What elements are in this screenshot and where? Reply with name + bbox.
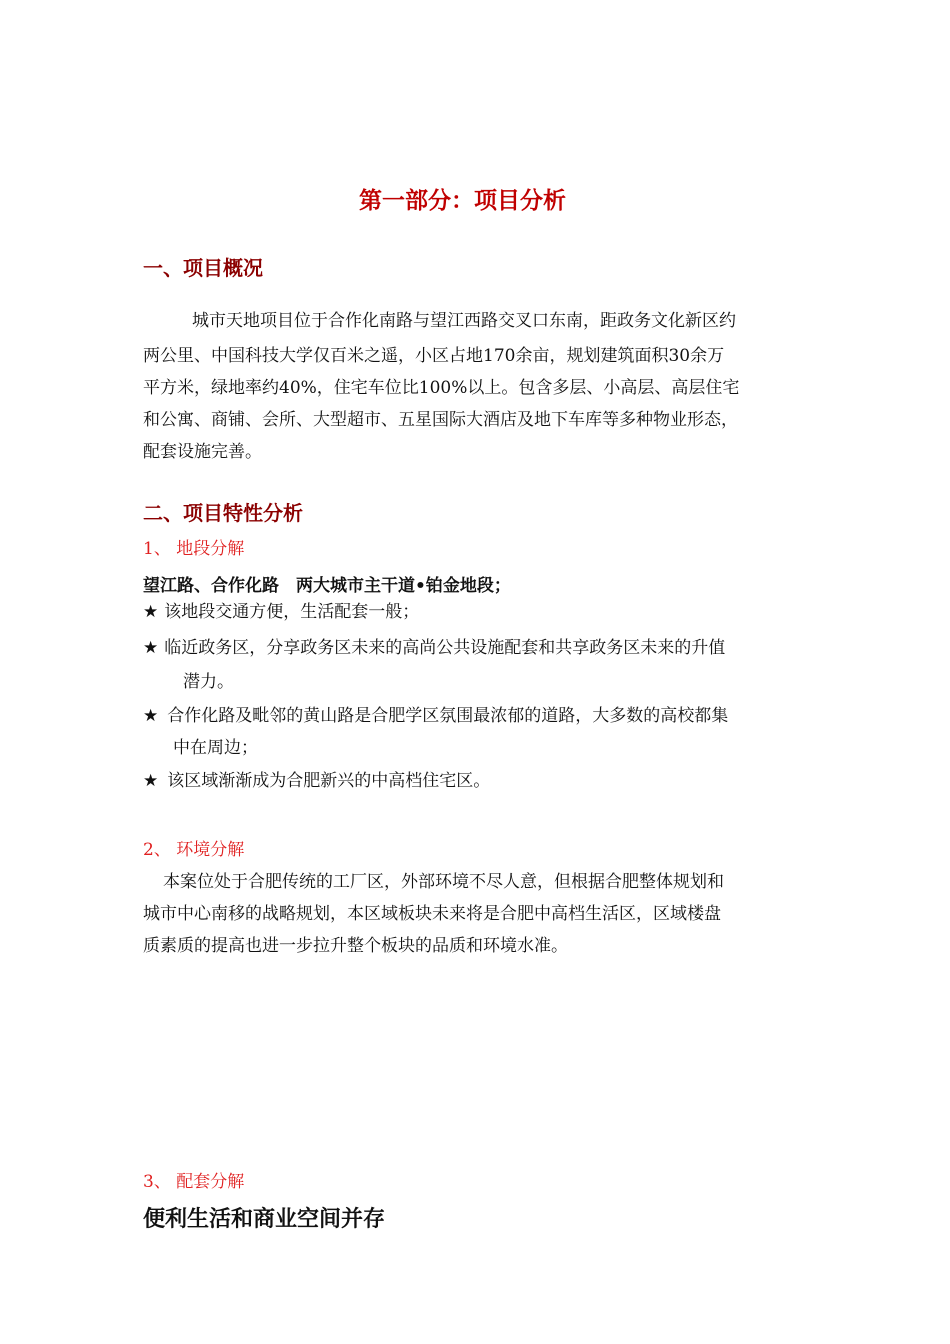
location-tagline: 望江路、合作化路 两大城市主干道•铂金地段； xyxy=(143,576,511,596)
paragraph-line: 质素质的提高也进一步拉升整个板块的品质和环境水准。 xyxy=(143,936,568,956)
bullet-item xyxy=(143,771,490,791)
paragraph-line: 和公寓、商铺、会所、大型超市、五星国际大酒店及地下车库等多种物业形态， xyxy=(143,410,738,430)
star-icon: ★ xyxy=(143,602,159,622)
paragraph-line: 配套设施完善。 xyxy=(143,442,262,462)
bullet-text-continued: 中在周边； xyxy=(173,738,258,758)
page-title: 第一部分：项目分析 xyxy=(359,187,566,214)
bullet-item xyxy=(143,602,419,622)
bullet-text: 合作化路及毗邻的黄山路是合肥学区氛围最浓郁的道路，大多数的高校都集 xyxy=(167,706,729,726)
bullet-text: 该地段交通方便，生活配套一般； xyxy=(164,602,420,622)
bullet-item xyxy=(143,706,728,726)
bullet-text: 临近政务区，分享政务区未来的高尚公共设施配套和共享政务区未来的升值 xyxy=(164,638,726,658)
subsection-heading-environment: 2、 环境分解 xyxy=(143,840,245,860)
subsection-heading-location: 1、 地段分解 xyxy=(143,539,245,559)
bullet-text: 该区域渐渐成为合肥新兴的中高档住宅区。 xyxy=(167,771,491,791)
paragraph-line: 城市中心南移的战略规划，本区域板块未来将是合肥中高档生活区，区域楼盘 xyxy=(143,904,721,924)
paragraph-line: 平方米，绿地率约40%，住宅车位比100%以上。包含多层、小高层、高层住宅 xyxy=(143,378,740,398)
subsection-heading-facilities: 3、 配套分解 xyxy=(143,1172,245,1192)
star-icon: ★ xyxy=(143,706,159,726)
facilities-tagline: 便利生活和商业空间并存 xyxy=(143,1206,386,1232)
section-heading-analysis: 二、项目特性分析 xyxy=(143,501,303,525)
star-icon: ★ xyxy=(143,771,159,791)
star-icon: ★ xyxy=(143,638,159,658)
paragraph-line: 城市天地项目位于合作化南路与望江西路交叉口东南，距政务文化新区约 xyxy=(192,311,736,331)
bullet-text-continued: 潜力。 xyxy=(183,672,234,692)
section-heading-overview: 一、项目概况 xyxy=(143,256,263,280)
bullet-item xyxy=(143,638,725,658)
paragraph-line: 本案位处于合肥传统的工厂区，外部环境不尽人意，但根据合肥整体规划和 xyxy=(163,872,724,892)
paragraph-line: 两公里、中国科技大学仅百米之遥，小区占地170余亩，规划建筑面积30余万 xyxy=(143,346,725,366)
